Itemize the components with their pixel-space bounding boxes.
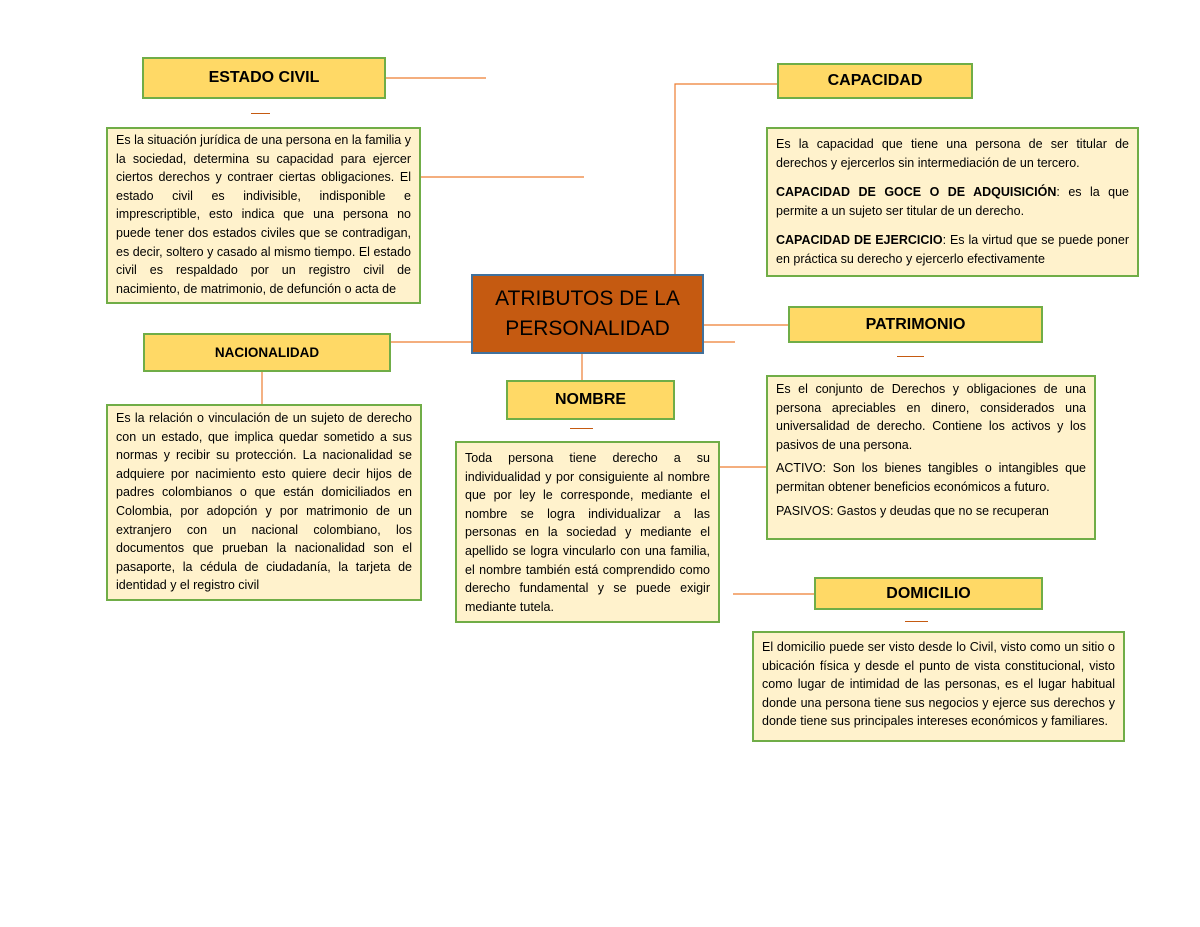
capacidad-description bbox=[766, 127, 1139, 277]
tick-estado-civil bbox=[251, 113, 270, 114]
tick-nombre bbox=[570, 428, 593, 429]
estado-civil-description bbox=[106, 127, 421, 304]
patrimonio-description bbox=[766, 375, 1096, 540]
capacidad-text-2 bbox=[776, 183, 1129, 220]
nacionalidad-text: Es la relación o vinculación de un sujeto de derecho con un estado, que implica quedar sometido a sus normas y recibir su protección. La nacionalidad se adquiere por nacimiento esto quiere decir hijos de padres colombianos o que están domiciliados en Colombia, por adopción y por matrimonio de un extranjero con un nacional colombiano, los documentos que prueban la nacionalidad son el pasaporte, la cédula de ciudadanía, la tarjeta de identidad y el registro civil bbox=[116, 411, 412, 593]
patrimonio-pasivos-text: PASIVOS: Gastos y deudas que no se recuperan bbox=[776, 503, 1049, 518]
domicilio-text: El domicilio puede ser visto desde lo Civil, visto como un sitio o ubicación física y desde el punto de vista constitucional, visto como lugar de intimidad de las personas, es el lugar habitual donde una persona tiene sus negocios y ejerce sus derechos y donde tiene sus principales intereses económicos y familiares. bbox=[762, 640, 1115, 729]
capacidad-goce-label: CAPACIDAD DE GOCE O DE ADQUISICIÓN bbox=[776, 185, 1057, 200]
capacidad-title: CAPACIDAD bbox=[777, 63, 973, 99]
nombre-description bbox=[455, 441, 720, 623]
capacidad-text-1: Es la capacidad que tiene una persona de ser titular de derechos y ejercerlos sin intermediación de un tercero. bbox=[776, 137, 1129, 170]
connector-capacidad bbox=[675, 84, 777, 274]
nombre-text: Toda persona tiene derecho a su individualidad y por consiguiente al nombre que por ley le corresponde, mediante el nombre se logra individualizar a las personas en la sociedad y mediante el apellido se logra vincularlo con una familia, el nombre también está comprendido como derecho fundamental y se puede exigir mediante tutela. bbox=[465, 451, 710, 614]
capacidad-ejercicio-text: : Es la virtud que se puede poner en práctica su derecho y ejercerlo efectivamente bbox=[776, 233, 1129, 266]
central-title-line1: ATRIBUTOS DE LA bbox=[495, 287, 680, 310]
nacionalidad-title: NACIONALIDAD bbox=[143, 333, 391, 372]
capacidad-ejercicio-label: CAPACIDAD DE EJERCICIO bbox=[776, 233, 943, 248]
nombre-title: NOMBRE bbox=[506, 380, 675, 420]
central-node bbox=[471, 274, 704, 354]
central-title-line2: PERSONALIDAD bbox=[505, 317, 670, 340]
estado-civil-title: ESTADO CIVIL bbox=[142, 57, 386, 99]
domicilio-description bbox=[752, 631, 1125, 742]
tick-domicilio bbox=[905, 621, 928, 622]
tick-patrimonio bbox=[897, 356, 924, 357]
patrimonio-title: PATRIMONIO bbox=[788, 306, 1043, 343]
estado-civil-text: Es la situación jurídica de una persona en la familia y la sociedad, determina su capacidad para ejercer ciertos derechos y contraer ciertas obligaciones. El estado civil es indivisible, indisponible e imprescriptible, esto indica que una persona no puede tener dos estados civiles que se contradigan, es decir, soltero y casado al mismo tiempo. El estado civil es respaldado por un registro civil de nacimiento, de matrimonio, de defunción o acta de bbox=[116, 133, 411, 296]
capacidad-goce-text: : es la que permite a un sujeto ser titular de un derecho. bbox=[776, 185, 1130, 218]
domicilio-title: DOMICILIO bbox=[814, 577, 1043, 610]
patrimonio-text-1: Es el conjunto de Derechos y obligaciones de una persona apreciables en dinero, considerados una universalidad de derecho. Contiene los activos y los pasivos de una persona. bbox=[776, 382, 1086, 452]
nacionalidad-description bbox=[106, 404, 422, 601]
capacidad-text-3 bbox=[776, 231, 1129, 268]
patrimonio-activo-text: ACTIVO: Son los bienes tangibles o intangibles que permitan obtener beneficios económicos a futuro. bbox=[776, 461, 1086, 494]
